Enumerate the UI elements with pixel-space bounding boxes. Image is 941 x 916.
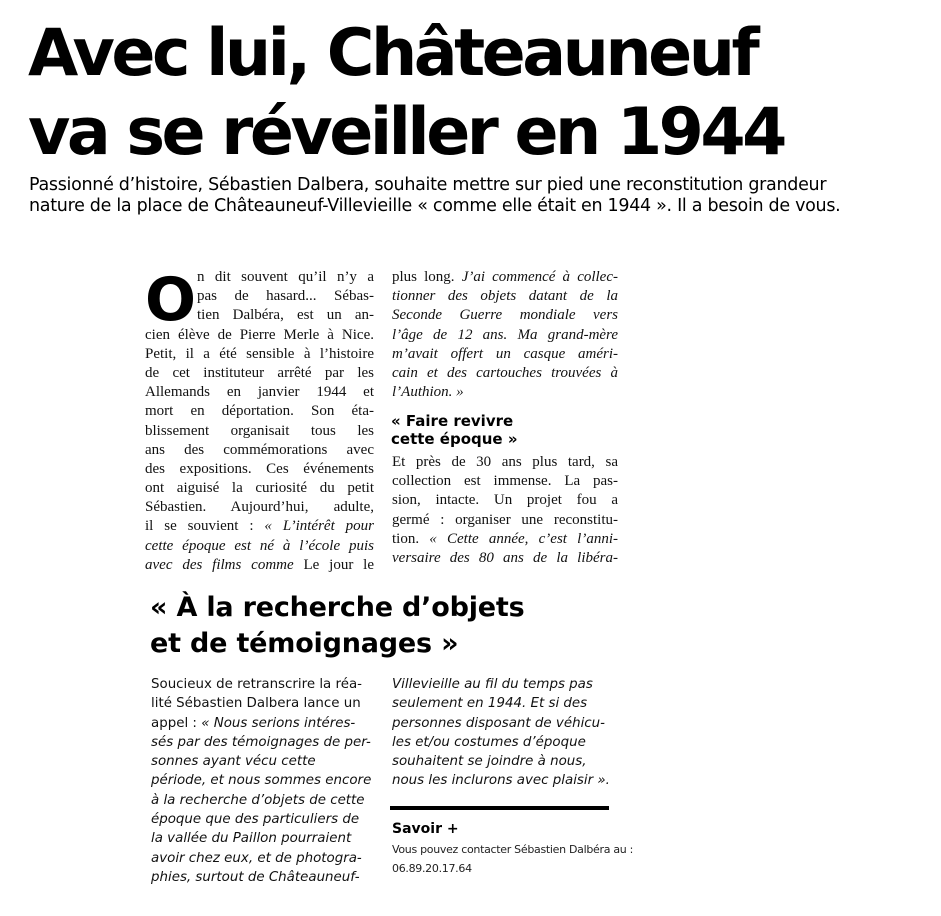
body-line [151, 771, 376, 790]
quote-text: cette époque est né à l’école puis [145, 537, 374, 554]
body-line [392, 549, 618, 568]
body-line [151, 868, 376, 887]
body-line [392, 383, 618, 402]
body-text: il se souvient : [145, 518, 265, 535]
standfirst-line-1: Passionné d’histoire, Sébastien Dalbera, souhaite mettre sur pied une reconstitution grandeur [29, 175, 827, 195]
subheading-line-2: cette époque » [391, 430, 518, 448]
quote-text: cain et des cartouches trouvées à [392, 364, 618, 381]
body-line [392, 675, 622, 694]
quote-text: « Cette année, c’est l’anni- [429, 530, 618, 547]
body-line [392, 733, 622, 752]
body-text: plus long. [392, 269, 462, 285]
quote-text: Seconde Guerre mondiale vers [392, 307, 618, 324]
infobox-line-1: Vous pouvez contacter Sébastien Dalbéra au : [392, 843, 634, 856]
quote-text: nous les inclurons avec plaisir ». [392, 773, 610, 789]
body-line: blissement organisait tous les [145, 422, 374, 439]
sidebar-column-1 [151, 675, 376, 887]
headline-line-2: va se réveiller en 1944 [28, 95, 784, 170]
body-line: Soucieux de retranscrire la réa- [151, 677, 362, 692]
body-line [392, 268, 618, 287]
infobox-title: Savoir + [392, 821, 459, 837]
pull-quote-heading [150, 590, 630, 662]
body-line: Sébastien. Aujourd’hui, adulte, [145, 499, 374, 516]
quote-text: seulement en 1944. Et si des [392, 696, 588, 712]
body-line [392, 714, 622, 733]
body-line: Et près de 30 ans plus tard, sa [392, 454, 618, 470]
headline-line-1: Avec lui, Châteauneuf [28, 16, 757, 91]
quote-text: sés par des témoignages de per- [151, 734, 371, 750]
body-line: ont aiguisé la curiosité du petit [145, 480, 374, 497]
quote-text: l’Authion. » [392, 384, 464, 401]
body-line: pas de hasard... Sébas- [197, 288, 374, 305]
body-line [145, 537, 374, 556]
body-line: ans des commémorations avec [145, 441, 374, 458]
body-text: tion. [392, 530, 430, 547]
quote-text: avec des films comme [145, 556, 294, 573]
body-line [392, 752, 622, 771]
body-line [392, 364, 618, 383]
phone-number: 06.89.20.17.64 [392, 862, 472, 875]
body-line [145, 517, 374, 536]
subheading-line-1: « Faire revivre [391, 412, 514, 430]
body-line [151, 849, 376, 868]
quote-text: Villevieille au fil du temps pas [392, 677, 593, 692]
body-line: germé : organiser une reconstitu- [392, 511, 618, 528]
headline [28, 14, 928, 172]
quote-text: avoir chez eux, et de photogra- [151, 850, 362, 866]
body-line: Allemands en janvier 1944 et [145, 384, 374, 401]
body-line [392, 530, 618, 549]
standfirst [29, 175, 934, 217]
body-line: sion, intacte. Un projet fou a [392, 492, 618, 509]
quote-text: personnes disposant de véhicu- [392, 715, 605, 731]
body-line: mort en déportation. Son éta- [145, 403, 374, 420]
body-line [392, 771, 622, 790]
quote-text: sonnes ayant vécu cette [151, 754, 316, 770]
quote-text: à la recherche d’objets de cette [151, 792, 365, 808]
body-text: Le jour le [293, 556, 374, 573]
quote-text: la vallée du Paillon pourraient [151, 831, 352, 847]
body-line: Petit, il a été sensible à l’histoire [145, 345, 374, 362]
body-line: lité Sébastien Dalbera lance un [151, 696, 361, 712]
body-line: tien Dalbéra, est un an- [197, 307, 374, 324]
infobox-text [392, 840, 632, 878]
body-line: de cet instituteur arrêté par les [145, 364, 374, 381]
subheading [391, 412, 617, 448]
quote-text: « L’intérêt pour [264, 518, 374, 535]
quote-text: souhaitent se joindre à nous, [392, 754, 587, 770]
body-line [151, 714, 376, 733]
quote-text: époque que des particuliers de [151, 812, 360, 828]
quote-text: tionner des objets datant de la [392, 288, 618, 305]
quote-text: période, et nous sommes encore [151, 773, 372, 789]
pull-quote-line-1: « À la recherche d’objets [150, 592, 525, 623]
body-line [392, 326, 618, 345]
body-line: cien élève de Pierre Merle à Nice. [145, 326, 374, 343]
quote-text: phies, surtout de Châteauneuf- [151, 869, 360, 885]
body-line [151, 752, 376, 771]
quote-text: « Nous serions intéres- [201, 715, 356, 731]
pull-quote-line-2: et de témoignages » [150, 628, 459, 659]
body-text: appel : [151, 715, 202, 731]
quote-text: l’âge de 12 ans. Ma grand-mère [392, 326, 618, 343]
body-line: collection est immense. La pas- [392, 473, 618, 490]
body-line [151, 829, 376, 848]
sidebar-column-2 [392, 675, 622, 791]
body-line [151, 733, 376, 752]
body-line [392, 345, 618, 364]
body-line [145, 556, 374, 575]
quote-text: m’avait offert un casque améri- [392, 345, 618, 362]
body-line [392, 287, 618, 306]
body-line [392, 694, 622, 713]
quote-text: J’ai commencé à collec- [461, 269, 618, 285]
body-line: des expositions. Ces événements [145, 460, 374, 477]
infobox-divider [390, 806, 609, 810]
quote-text: les et/ou costumes d’époque [392, 734, 586, 750]
body-line [151, 791, 376, 810]
body-line [151, 810, 376, 829]
body-column-2 [392, 268, 618, 402]
standfirst-line-2: nature de la place de Châteauneuf-Villevieille « comme elle était en 1944 ». Il a besoin de vous. [29, 196, 841, 216]
body-column-1 [145, 265, 374, 575]
body-line: n dit souvent qu’il n’y a [197, 269, 374, 285]
quote-text: versaire des 80 ans de la libéra- [392, 549, 618, 566]
body-column-2-continued [392, 453, 618, 568]
body-line [392, 306, 618, 325]
drop-cap: O [145, 265, 197, 335]
